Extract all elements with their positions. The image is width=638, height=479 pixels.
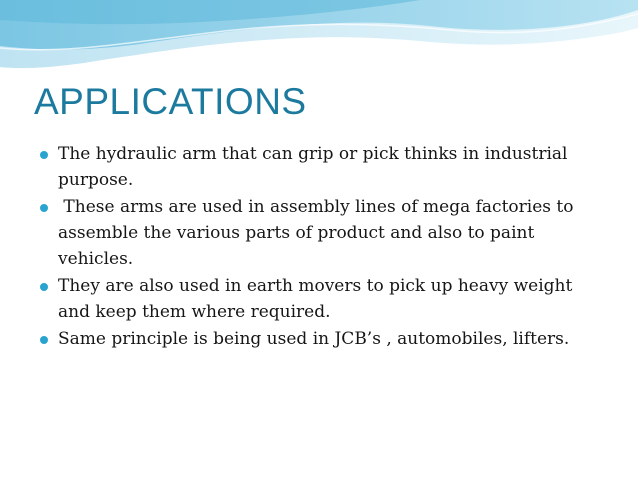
slide-title: APPLICATIONS: [34, 81, 307, 122]
bullet-item: [40, 194, 600, 272]
bullet-dot-icon: [40, 151, 48, 159]
bullet-dot-icon: [40, 283, 48, 291]
bullet-dot-icon: [40, 336, 48, 344]
bullet-item: [40, 326, 600, 352]
bullet-text: They are also used in earth movers to pick up heavy weight and keep them where required.: [58, 276, 573, 322]
bullet-item: [40, 141, 600, 193]
bullet-text: Same principle is being used in JCB’s , automobiles, lifters.: [58, 329, 570, 349]
bullet-text: The hydraulic arm that can grip or pick thinks in industrial purpose.: [58, 144, 568, 190]
bullet-dot-icon: [40, 204, 48, 212]
bullet-text: These arms are used in assembly lines of mega factories to assemble the various parts of product and also to paint vehicles.: [58, 197, 579, 269]
bullet-list: [40, 141, 600, 353]
bullet-item: [40, 273, 600, 325]
wave-banner: [0, 0, 638, 90]
